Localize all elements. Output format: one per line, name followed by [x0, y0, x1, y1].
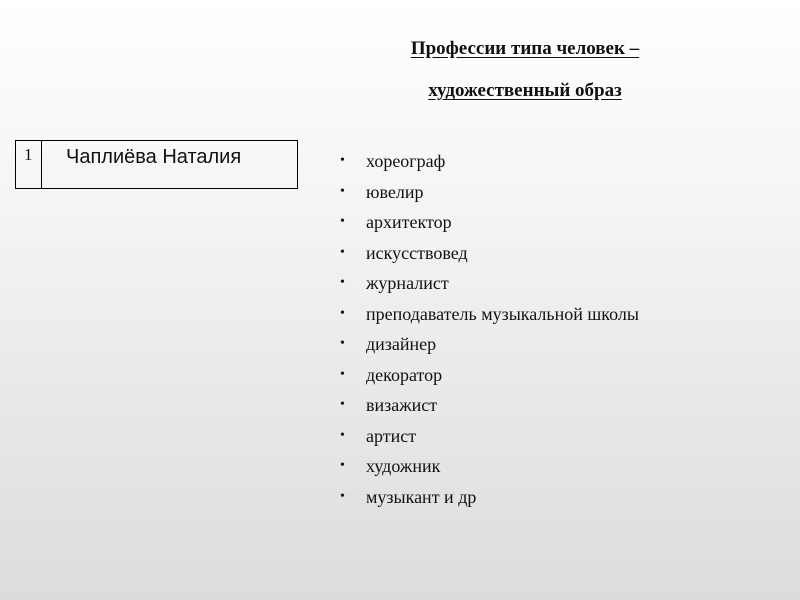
bullet-icon: •	[340, 397, 345, 412]
bullet-icon: •	[340, 336, 345, 351]
profession-label: артист	[366, 425, 417, 446]
bullet-icon: •	[340, 183, 345, 199]
profession-label: преподаватель музыкальной школы	[366, 303, 639, 324]
table-row	[16, 141, 298, 189]
profession-label: декоратор	[366, 364, 443, 385]
title-line-2: художественный образ	[428, 80, 622, 101]
list-item	[340, 423, 639, 454]
title-line-1: Профессии типа человек –	[410, 38, 640, 59]
list-item	[340, 301, 639, 332]
profession-label: журналист	[366, 273, 449, 293]
profession-label: хореограф	[366, 151, 446, 171]
profession-list	[340, 148, 639, 514]
profession-label: дизайнер	[366, 334, 437, 354]
bullet-icon: •	[340, 366, 345, 382]
profession-label: музыкант и др	[366, 486, 477, 507]
list-item	[340, 179, 639, 210]
list-item	[340, 209, 639, 240]
profession-label: художник	[366, 456, 441, 476]
list-item	[340, 392, 639, 423]
profession-label: визажист	[366, 395, 438, 415]
student-table	[15, 140, 298, 189]
bullet-icon: •	[340, 153, 345, 168]
list-item	[340, 484, 639, 515]
list-item	[340, 331, 639, 362]
profession-label: архитектор	[366, 212, 452, 232]
bullet-icon: •	[340, 214, 345, 229]
list-item	[340, 453, 639, 484]
list-item	[340, 270, 639, 301]
bullet-icon: •	[340, 488, 345, 504]
list-item	[340, 148, 639, 179]
bullet-icon: •	[340, 458, 345, 473]
bullet-icon: •	[340, 427, 345, 443]
student-number: 1	[16, 141, 42, 189]
list-item	[340, 240, 639, 271]
slide-title	[345, 28, 705, 112]
profession-label: ювелир	[366, 181, 424, 202]
bullet-icon: •	[340, 275, 345, 290]
list-item	[340, 362, 639, 393]
bullet-icon: •	[340, 244, 345, 260]
student-name: Чаплиёва Наталия	[42, 141, 298, 189]
profession-label: искусствовед	[366, 242, 468, 263]
bullet-icon: •	[340, 305, 345, 321]
